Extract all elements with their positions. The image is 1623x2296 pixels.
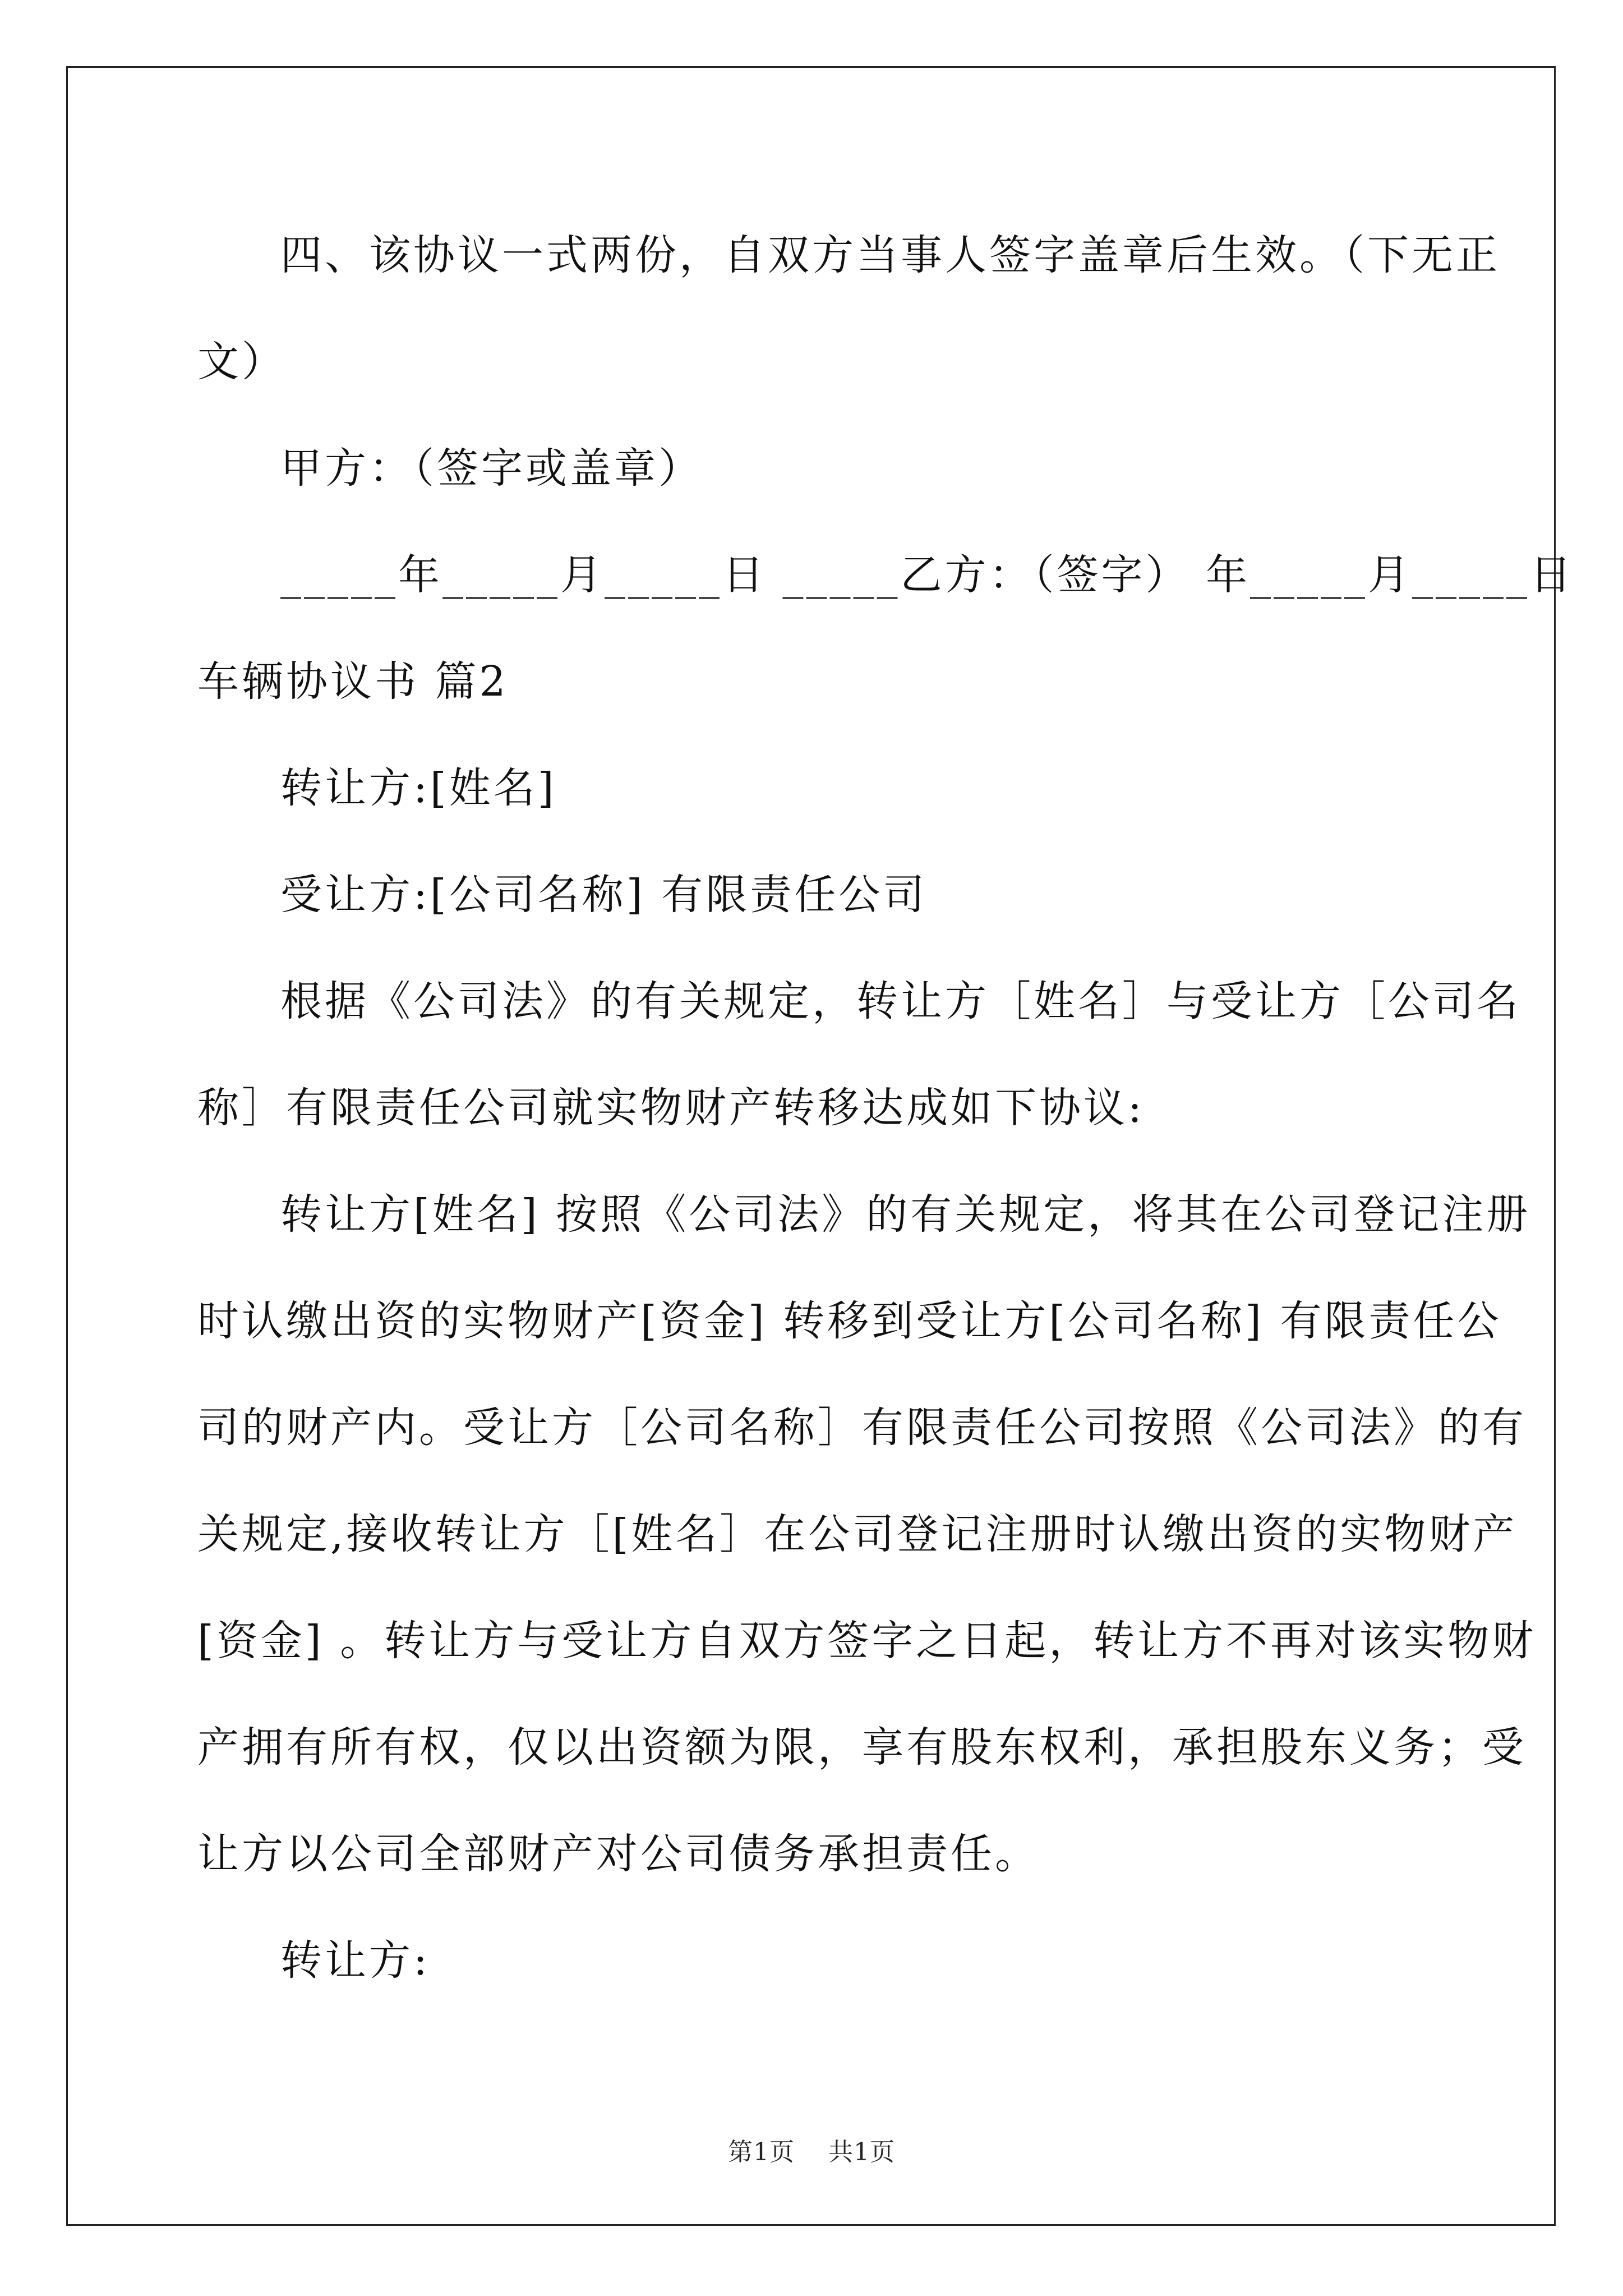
- page-number-total: 共1页: [828, 2138, 895, 2166]
- body-paragraph-line-1: 转让方[姓名] 按照《公司法》的有关规定，将其在公司登记注册: [280, 1190, 1531, 1239]
- document-body: [197, 202, 1575, 2014]
- body-paragraph-line-2: 时认缴出资的实物财产[资金] 转移到受让方[公司名称] 有限责任公: [197, 1297, 1502, 1345]
- body-paragraph-line-6: 产拥有所有权，仅以出资额为限，享有股东权利，承担股东义务；受: [197, 1723, 1527, 1772]
- page-number-current: 第1页: [728, 2138, 795, 2166]
- body-paragraph-line-7: 让方以公司全部财产对公司债务承担责任。: [197, 1830, 1039, 1878]
- body-paragraph-line-3: 司的财产内。受让方［公司名称］有限责任公司按照《公司法》的有: [197, 1404, 1527, 1452]
- party-a-signature: 甲方：（签字或盖章）: [280, 444, 703, 493]
- transferor-name: 转让方:[姓名]: [280, 764, 557, 812]
- preamble-line-2: 称］有限责任公司就实物财产转移达成如下协议:: [197, 1084, 1145, 1132]
- clause-four-line-2: 文）: [197, 338, 286, 386]
- page-footer: [0, 2132, 1623, 2168]
- body-paragraph-line-4: 关规定,接收转让方［[姓名］在公司登记注册时认缴出资的实物财产: [197, 1510, 1518, 1558]
- body-paragraph-line-5: [资金] 。转让方与受让方自双方签字之日起，转让方不再对该实物财: [197, 1617, 1537, 1665]
- section-heading: 车辆协议书 篇2: [197, 657, 509, 706]
- transferee-name: 受让方:[公司名称] 有限责任公司: [280, 871, 928, 919]
- date-and-party-b-signature: _____年_____月_____日 _____乙方：（签字） 年_____月_____日: [280, 551, 1575, 599]
- preamble-line-1: 根据《公司法》的有关规定，转让方［姓名］与受让方［公司名: [280, 977, 1521, 1025]
- clause-four-line-1: 四、该协议一式两份，自双方当事人签字盖章后生效。（下无正: [280, 231, 1500, 279]
- transferor-signature: 转让方:: [280, 1936, 430, 1985]
